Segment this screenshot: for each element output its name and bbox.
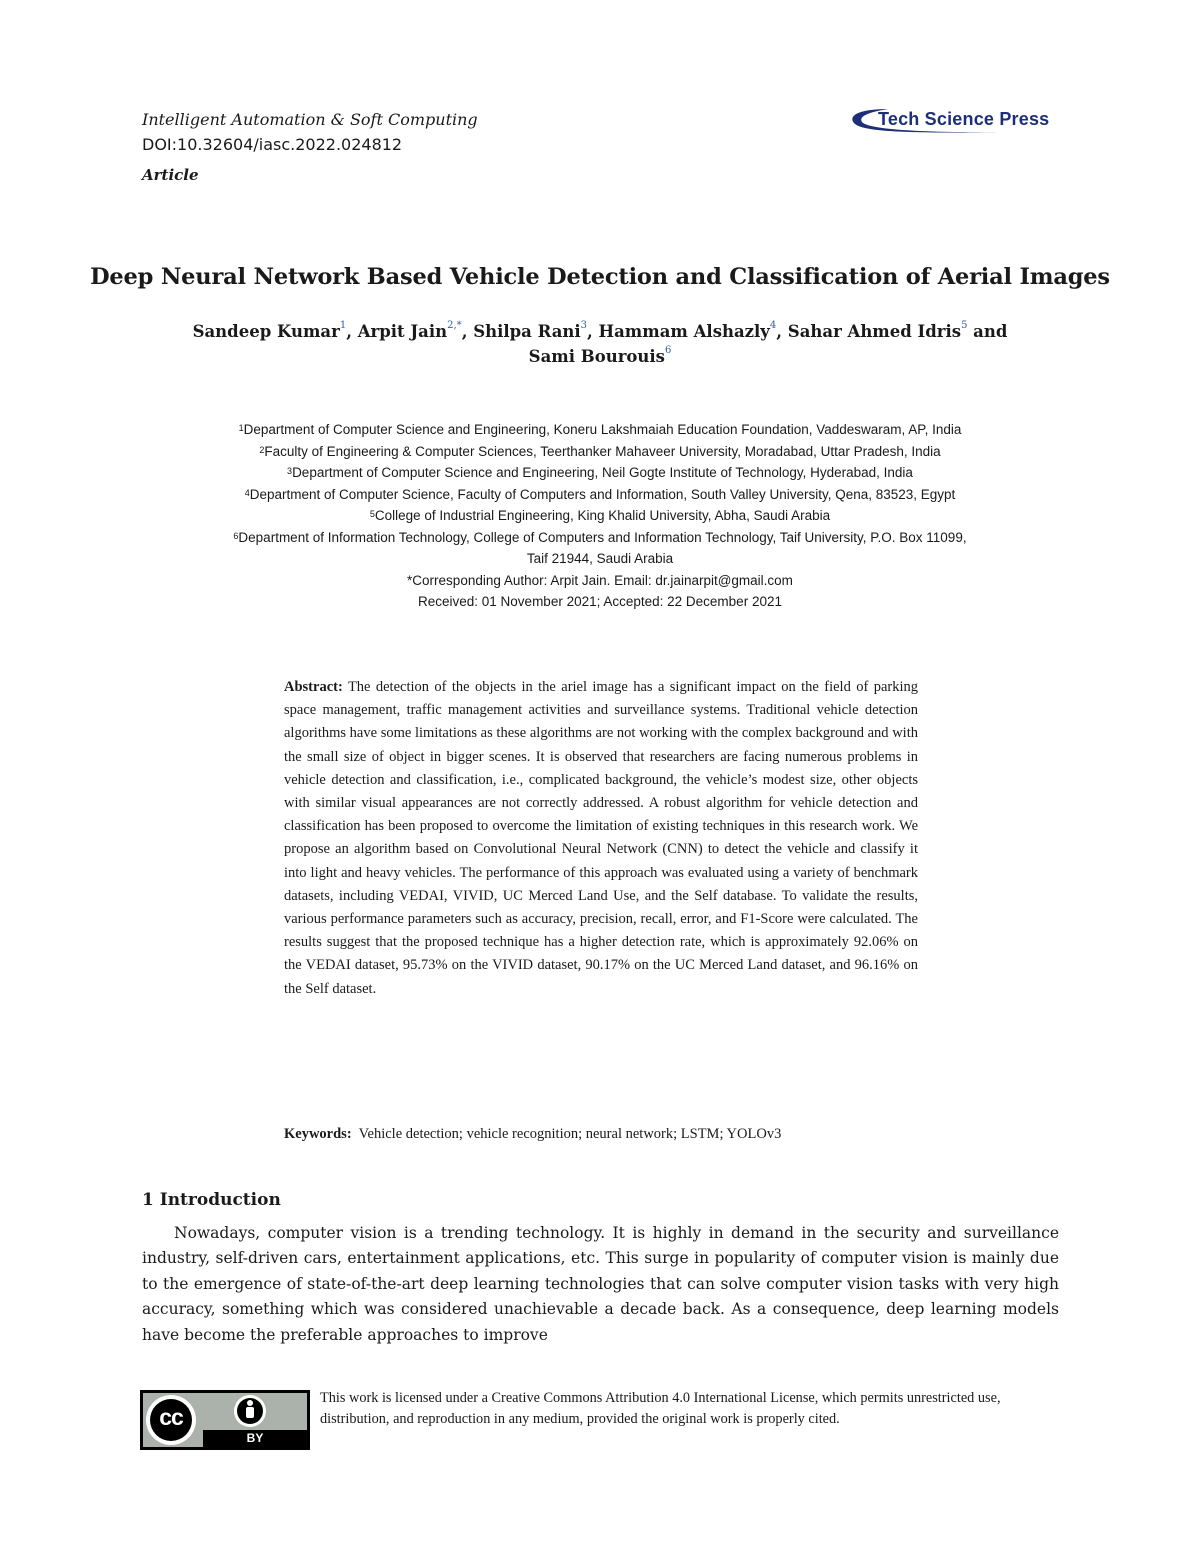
affiliation-text: College of Industrial Engineering, King Khalid University, Abha, Saudi Arabia xyxy=(374,508,831,523)
keywords-text: Vehicle detection; vehicle recognition; neural network; LSTM; YOLOv3 xyxy=(358,1126,782,1142)
abstract-label: Abstract: xyxy=(284,679,343,695)
author-separator: , xyxy=(776,322,788,341)
affiliation-text: Department of Computer Science, Faculty of Computers and Information, South Valley University, Qena, 83523, Egypt xyxy=(249,486,956,502)
affiliation-line xyxy=(0,419,1200,441)
affiliation-text: Faculty of Engineering & Computer Sciences, Teerthanker Mahaveer University, Moradabad, Uttar Pradesh, India xyxy=(264,443,941,459)
affiliation-line xyxy=(0,462,1200,484)
affiliation-text: Taif 21944, Saudi Arabia xyxy=(526,551,674,566)
author-affiliation-mark[interactable]: 1 xyxy=(339,320,347,331)
author-affiliation-mark[interactable]: 5 xyxy=(961,320,968,331)
keywords xyxy=(284,1126,944,1143)
badge-by-text: BY xyxy=(246,1431,264,1445)
affiliation-number: 5 xyxy=(369,509,375,519)
affiliation-text: Department of Computer Science and Engineering, Neil Gogte Institute of Technology, Hyderabad, India xyxy=(292,465,913,480)
authors-line-1 xyxy=(0,322,1200,341)
attribution-person-icon xyxy=(234,1395,266,1427)
author-separator: , xyxy=(346,322,358,341)
author-name: Sahar Ahmed Idris xyxy=(787,322,962,341)
affiliation-number: 4 xyxy=(244,487,250,498)
author-affiliation-mark[interactable]: 3 xyxy=(580,320,588,331)
authors-line-2 xyxy=(0,347,1200,366)
introduction-paragraph: Nowadays, computer vision is a trending technology. It is highly in demand in the security and surveillance industry, self-driven cars, entertainment applications, etc. This surge in popularity of computer vision is mainly due to the emergence of state-of-the-art deep learning technologies that can solve computer vision tasks with very high accuracy, something which was considered unachievable a decade back. As a consequence, deep learning models have become the preferable approaches to improve xyxy=(142,1224,1059,1344)
received-accepted-dates: Received: 01 November 2021; Accepted: 22 December 2021 xyxy=(418,594,782,609)
affiliation-line xyxy=(0,441,1200,463)
license-statement[interactable]: This work is licensed under a Creative Commons Attribution 4.0 International License, which permits unrestricted use, distribution, and reproduction in any medium, provided the original work is properly cited. xyxy=(320,1390,1001,1427)
cc-by-license-badge[interactable] xyxy=(140,1390,310,1450)
author-name: Sami Bourouis xyxy=(528,347,665,366)
corresponding-author[interactable]: *Corresponding Author: Arpit Jain. Email: dr.jainarpit@gmail.com xyxy=(407,572,793,588)
author-name: Arpit Jain xyxy=(357,322,448,341)
badge-cc-text: cc xyxy=(159,1404,183,1430)
affiliation-number: 6 xyxy=(233,530,239,541)
affiliation-line xyxy=(0,505,1200,527)
paper-title: Deep Neural Network Based Vehicle Detection and Classification of Aerial Images xyxy=(90,264,1110,290)
author-separator: and xyxy=(967,322,1008,341)
author-affiliation-mark[interactable]: 6 xyxy=(664,345,672,356)
publisher-logo xyxy=(848,104,1063,138)
affiliation-text: Department of Information Technology, College of Computers and Information Technology, Taif University, P.O. Box 11099, xyxy=(238,529,967,545)
affiliation-number: 1 xyxy=(238,423,244,433)
author-separator: , xyxy=(587,322,599,341)
author-name: Sandeep Kumar xyxy=(192,322,340,341)
affiliations xyxy=(0,419,1200,613)
author-name: Hammam Alshazly xyxy=(598,322,770,341)
article-type: Article xyxy=(142,166,199,184)
abstract-text: The detection of the objects in the ariel image has a significant impact on the field of parking space management, traffic management activities and surveillance systems. Traditional vehicle detection algorithms have some limitations as these algorithms are not working with the complex background and with the small size of object in bigger scenes. It is observed that researchers are facing numerous problems in vehicle detection and classification, i.e., complicated background, the vehicle’s modest size, other objects with similar visual appearances are not correctly addressed. A robust algorithm for vehicle detection and classification has been proposed to overcome the limitation of existing techniques in this research work. We propose an algorithm based on Convolutional Neural Network (CNN) to detect the vehicle and classify it into light and heavy vehicles. The performance of this approach was evaluated using a variety of benchmark datasets, including VEDAI, VIVID, UC Merced Land Use, and the Self database. To validate the results, various performance parameters such as accuracy, precision, recall, error, and F1-Score were calculated. The results suggest that the proposed technique has a higher detection rate, which is approximately 92.06% on the VEDAI dataset, 95.73% on the VIVID dataset, 90.17% on the UC Merced Land dataset, and 96.16% on the Self dataset. xyxy=(284,679,918,997)
abstract xyxy=(284,676,918,1001)
affiliation-text: Department of Computer Science and Engineering, Koneru Lakshmaiah Education Foundation, Vaddeswaram, AP, India xyxy=(243,422,962,437)
affiliation-line xyxy=(0,527,1200,549)
doi[interactable]: DOI:10.32604/iasc.2022.024812 xyxy=(142,135,403,154)
journal-name: Intelligent Automation & Soft Computing xyxy=(142,110,478,129)
author-separator: , xyxy=(461,322,474,341)
keywords-label: Keywords: xyxy=(284,1126,352,1142)
affiliation-line xyxy=(0,484,1200,506)
section-heading-introduction: 1 Introduction xyxy=(142,1190,281,1210)
author-affiliation-mark[interactable]: 2,* xyxy=(447,320,462,331)
affiliation-line xyxy=(0,548,1200,570)
author-name: Shilpa Rani xyxy=(473,322,581,341)
publisher-name: Tech Science Press xyxy=(878,109,1050,129)
affiliation-number: 2 xyxy=(259,444,265,455)
author-affiliation-mark[interactable]: 4 xyxy=(769,320,777,331)
affiliation-number: 3 xyxy=(287,466,293,476)
